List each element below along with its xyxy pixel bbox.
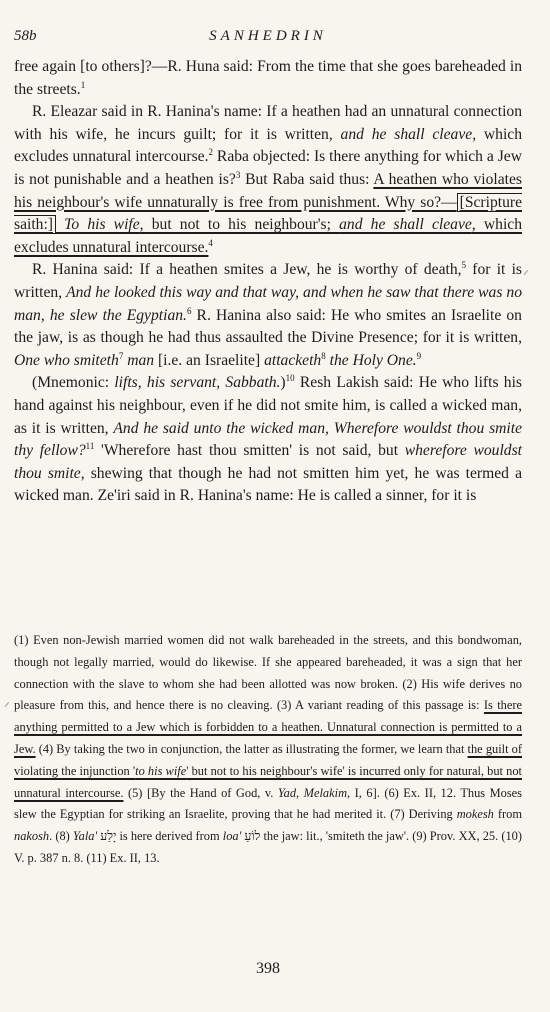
- paragraph-3: R. Hanina said: If a heathen smites a Jew, he is worthy of death,$^5$ for it is written, And he looked this way and that way, and when he saw that there was no man, he slew the Egyptian.$^6$ R. Hanina also said: He who smites an Israelite on the jaw, is as though he had thus assaulted the Divine Presence; for it is written, One who smiteth$^7$ man [i.e. an Israelite] attacketh$^8$ the Holy One.$^9$: [14, 260, 522, 369]
- paragraph-4: (Mnemonic: lifts, his servant, Sabbath.)$^{10}$ Resh Lakish said: He who lifts his hand against his neighbour, even if he did not smite him, is called a wicked man, as it is written, And he said unto the wicked man, Wherefore wouldst thou smite thy fellow?$^{11}$ 'Wherefore hast thou smitten' is not said, but wherefore wouldst thou smite, shewing that though he had not smitten him yet, he was termed a wicked man. Ze'iri said in R. Hanina's name: He is called a sinner, for it is: [14, 373, 523, 505]
- footnote-block: (1) Even non-Jewish married women did not walk bareheaded in the streets, and this bondwoman, though not legally married, would do likewise. If she appeared bareheaded, it was a sign that her connection with the slave to whom she had been allotted was now broken. (2) His wife derives no pleasure from this, and hence there is no cleaving. (3) A variant reading of this passage is: Is there anything permitted to a Jew which is forbidden to a heathen. Unnatural connection is permitted to a Jew. (4) By taking the two in conjunction, the latter as illustrating the former, we learn that the guilt of violating the injunction 'to his wife' but not to his neighbour's wife' is incurred only for natural, but not unnatural intercourse. (5) [By the Hand of God, v. Yad, Melakim, I, 6]. (6) Ex. II, 12. Thus Moses slew the Egyptian for striking an Israelite, proving that he had merited it. (7) Deriving mokesh from nakosh. (8) Yala' יָלַע is here derived from loa' לוֹעַ the jaw: lit., 'smiteth the jaw'. (9) Prov. XX, 25. (10) V. p. 387 n. 8. (11) Ex. II, 13.: [14, 633, 523, 865]
- footnote-ref: 1: [80, 79, 86, 90]
- footnote-ref: 5: [461, 260, 467, 271]
- footnote-ref: 7: [118, 350, 124, 361]
- boxed-insertion: [Scripture saith:]: [14, 193, 522, 234]
- pencil-mark-icon: ᐟ: [523, 269, 529, 284]
- footnote-ref: 3: [235, 169, 241, 180]
- underlined-note: the guilt of violating the injunction 'to his wife' but not to his neighbour's wife' is incurred only for natural, but not unnatural intercourse.: [14, 741, 522, 800]
- footnote-ref: 9: [416, 350, 422, 361]
- footnote-ref: 4: [208, 237, 213, 248]
- pencil-mark-icon: ᐟ: [4, 701, 10, 716]
- page-number: 398: [256, 960, 280, 977]
- main-text: [14, 56, 522, 508]
- page-header: [14, 28, 522, 48]
- footnote-ref: 8: [321, 350, 326, 361]
- underlined-passage: A heathen who violates his neighbour's wife unnaturally is free from punishment. Why so?— [Scripture saith:] To his wife, but not to his neighbour's; and he shall cleave, which excludes unnatural intercourse.: [14, 170, 522, 256]
- footnotes: [14, 630, 522, 870]
- underlined-note: Is there anything permitted to a Jew which is forbidden to a heathen. Unnatural connection is permitted to a Jew.: [14, 698, 523, 756]
- footnote-ref: 6: [186, 305, 192, 316]
- folio-number: 58b: [14, 28, 37, 44]
- running-title: SANHEDRIN: [209, 28, 327, 44]
- paragraph-2: R. Eleazar said in R. Hanina's name: If a heathen had an unnatural connection with his wife, he incurs guilt; for it is written, and he shall cleave, which excludes unnatural intercourse.$^2$ Raba objected: Is there anything for which a Jew is not punishable and a heathen is?$^3$ But Raba said thus: A heathen who violates his neighbour's wife unnaturally is free from punishment. Why so?— [Scripture saith:] To his wife, but not to his neighbour's; and he shall cleave, which excludes unnatural intercourse.$^4$: [14, 103, 522, 256]
- footnote-ref: 10: [285, 373, 295, 384]
- footnote-ref: 11: [85, 440, 95, 451]
- footnote-ref: 2: [208, 147, 213, 158]
- paragraph-1: free again [to others]?—R. Huna said: From the time that she goes bareheaded in the streets.$^1$: [14, 58, 522, 98]
